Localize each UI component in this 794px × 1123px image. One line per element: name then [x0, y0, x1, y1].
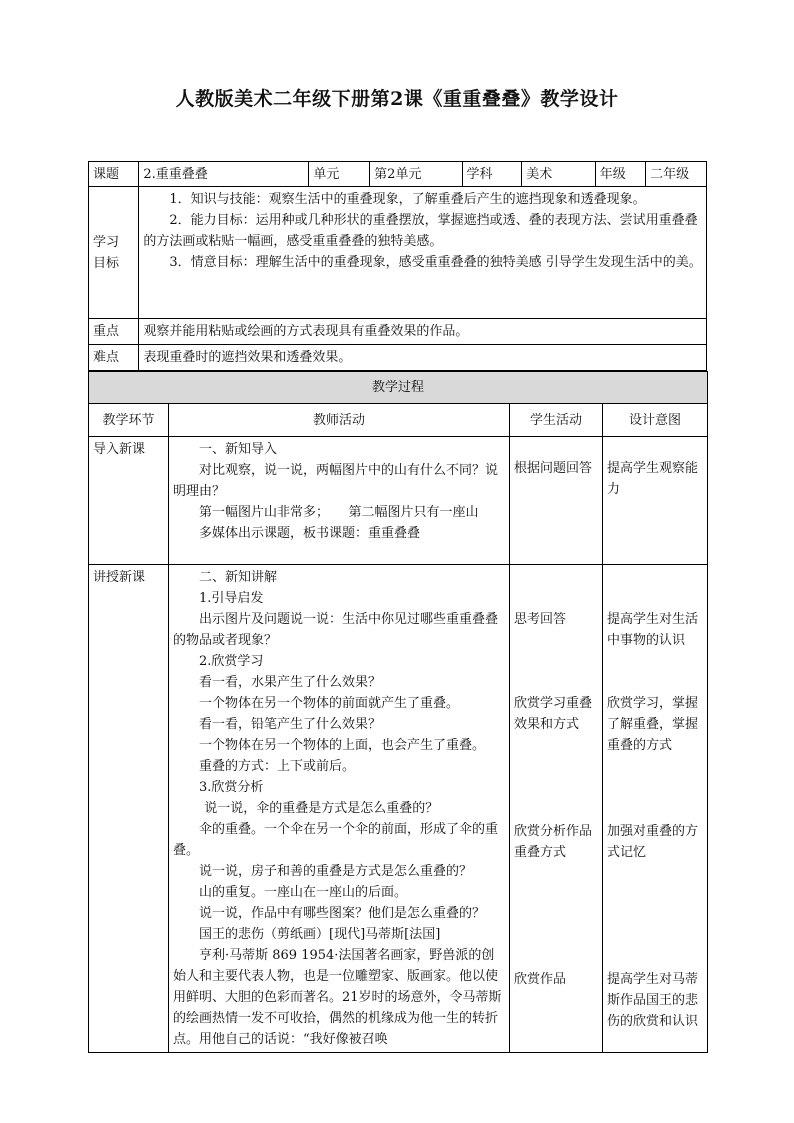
- difficulty-text: 表现重叠时的遮挡效果和透叠效果。: [139, 345, 707, 371]
- intent-item: 提高学生对生活中事物的认识: [607, 612, 699, 648]
- intent-item: 提高学生对马蒂斯作品国王的悲伤的欣赏和认识: [607, 972, 699, 1029]
- header-stage: 教学环节: [89, 404, 169, 437]
- goals-label-line-1: 学习: [93, 234, 120, 250]
- teacher-line: 多媒体出示课题，板书课题：重重叠叠: [199, 526, 421, 541]
- intro-design-intent: 提高学生观察能力: [603, 437, 708, 565]
- goal-item: 2．能力目标：运用种或几种形状的重叠摆放，掌握遮挡或透、叠的表现方法、尝试用重叠叠的方法画或粘贴一幅画，感受重重叠叠的独特美感。: [143, 213, 698, 249]
- difficulty-label: 难点: [89, 345, 139, 371]
- teacher-line: 1.引导启发: [199, 591, 264, 606]
- teacher-line: 看一看，水果产生了什么效果？: [199, 675, 382, 690]
- teach-stage: 讲授新课: [89, 565, 169, 1053]
- header-teacher: 教师活动: [169, 404, 510, 437]
- teacher-line: 看一看，铅笔产生了什么效果？: [199, 717, 382, 732]
- student-item: 欣赏学习重叠效果和方式: [514, 696, 593, 732]
- intro-student-activity: 根据问题回答: [510, 437, 603, 565]
- key-point-text: 观察并能用粘贴或绘画的方式表现具有重叠效果的作品。: [139, 319, 707, 345]
- process-title: 教学过程: [89, 372, 708, 404]
- intent-item: 加强对重叠的方式记忆: [607, 824, 699, 860]
- unit-value: 第2单元: [370, 162, 462, 187]
- subject-value: 美术: [522, 162, 595, 187]
- teacher-line: 二、新知讲解: [199, 570, 278, 585]
- teacher-line: 第一幅图片山非常多； 第二幅图片只有一座山: [199, 505, 479, 520]
- teacher-line: 山的重复。一座山在一座山的后面。: [199, 885, 408, 900]
- intro-stage: 导入新课: [89, 437, 169, 565]
- teacher-line: 一、新知导入: [199, 442, 278, 457]
- header-intent: 设计意图: [603, 404, 708, 437]
- teacher-line: 出示图片及问题说一说：生活中你见过哪些重重叠叠的物品或者现象？: [173, 612, 499, 648]
- topic-label: 课题: [89, 162, 139, 187]
- teacher-line: 伞的重叠。一个伞在另一个伞的前面，形成了伞的重叠。: [173, 822, 499, 858]
- teach-student-activity: [510, 565, 603, 1053]
- key-point-label: 重点: [89, 319, 139, 345]
- teacher-line: 对比观察，说一说，两幅图片中的山有什么不同？说明理由？: [173, 463, 499, 499]
- grade-value: 二年级: [646, 162, 707, 187]
- teacher-line: 2.欣赏学习: [199, 654, 264, 669]
- intro-teacher-activity: [169, 437, 510, 565]
- document-title: 人教版美术二年级下册第2课《重重叠叠》教学设计: [175, 88, 619, 110]
- student-item: 欣赏分析作品重叠方式: [514, 824, 593, 860]
- topic-value: 2.重重叠叠: [139, 162, 309, 187]
- unit-label: 单元: [309, 162, 370, 187]
- teach-design-intent: [603, 565, 708, 1053]
- teach-teacher-activity: [169, 565, 510, 1053]
- teacher-line: 重叠的方式：上下或前后。: [199, 759, 356, 774]
- teacher-line: 说一说，作品中有哪些图案？他们是怎么重叠的？: [199, 906, 486, 921]
- teacher-line: 说一说，伞的重叠是方式是怎么重叠的？: [204, 801, 439, 816]
- teacher-line: 说一说，房子和善的重叠是方式是怎么重叠的？: [199, 864, 473, 879]
- teacher-line: 亨利·马蒂斯 869 1954·法国著名画家，野兽派的创始人和主要代表人物，也是一位雕塑家、版画家。他以使用鲜明、大胆的色彩而著名。21岁时的场意外，令马蒂斯的绘画热情一发不可收拾，偶然的机缘成为他一生的转折点。用他自己的话说：“我好像被召唤: [173, 948, 502, 1047]
- teacher-line: 国王的悲伤（剪纸画）[现代]马蒂斯[法国]: [199, 927, 441, 942]
- student-item: 欣赏作品: [514, 972, 567, 987]
- teacher-line: 一个物体在另一个物体的前面就产生了重叠。: [199, 696, 460, 711]
- goals-content: [139, 187, 707, 319]
- header-student: 学生活动: [510, 404, 603, 437]
- student-item: 思考回答: [514, 612, 567, 627]
- subject-label: 学科: [462, 162, 522, 187]
- goals-label: [89, 187, 139, 319]
- intent-item: 欣赏学习，掌握了解重叠，掌握重叠的方式: [607, 696, 699, 753]
- teacher-line: 3.欣赏分析: [199, 780, 264, 795]
- grade-label: 年级: [595, 162, 645, 187]
- goal-item: 1．知识与技能：观察生活中的重叠现象，了解重叠后产生的遮挡现象和透叠现象。: [169, 192, 646, 207]
- goals-label-line-2: 目标: [93, 255, 120, 271]
- lesson-info-table: [88, 161, 707, 371]
- teaching-process-table: [88, 371, 708, 1053]
- teacher-line: 一个物体在另一个物体的上面，也会产生了重叠。: [199, 738, 486, 753]
- goal-item: 3．情意目标：理解生活中的重叠现象，感受重重叠叠的独特美感 引导学生发现生活中的美。: [169, 255, 702, 270]
